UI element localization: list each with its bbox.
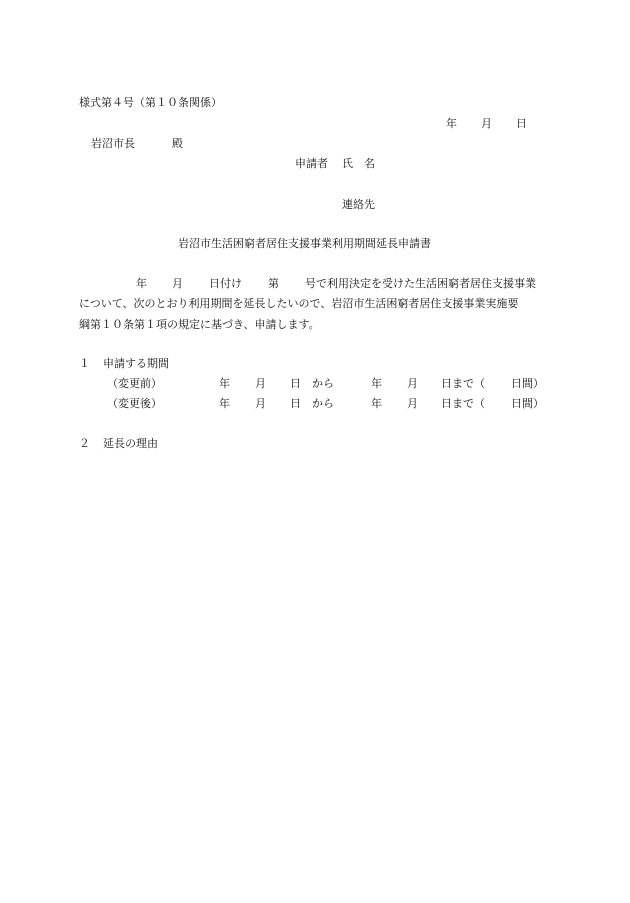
period-month-2: 月 bbox=[407, 377, 418, 390]
period-month-2: 月 bbox=[407, 397, 418, 410]
period-days: 日間） bbox=[511, 377, 544, 390]
date-day: 日 bbox=[516, 117, 527, 130]
section-1-number: １ bbox=[79, 357, 90, 370]
section-2-number: ２ bbox=[79, 437, 90, 450]
period-year-2: 年 bbox=[371, 377, 382, 390]
period-year: 年 bbox=[219, 397, 230, 410]
body-dated: 日付け bbox=[209, 277, 242, 290]
period-label: （変更前） bbox=[107, 377, 162, 390]
recipient: 岩沼市長 bbox=[91, 137, 135, 150]
period-month: 月 bbox=[255, 377, 266, 390]
period-until: 日まで（ bbox=[441, 397, 485, 410]
name-label: 氏 名 bbox=[342, 157, 375, 170]
body-month: 月 bbox=[172, 277, 183, 290]
contact-label: 連絡先 bbox=[342, 198, 375, 211]
period-row-before bbox=[107, 378, 567, 392]
section-1-heading: 申請する期間 bbox=[103, 357, 169, 370]
body-line2: について、次のとおり利用期間を延長したいので、岩沼市生活困窮者居住支援事業実施要 bbox=[79, 297, 519, 310]
body-number-prefix: 第 bbox=[268, 277, 279, 290]
period-days: 日間） bbox=[511, 397, 544, 410]
period-row-after bbox=[107, 398, 567, 412]
period-label: （変更後） bbox=[107, 397, 162, 410]
recipient-honorific: 殿 bbox=[172, 137, 183, 150]
period-month: 月 bbox=[255, 397, 266, 410]
body-line1-rest: 号で利用決定を受けた生活困窮者居住支援事業 bbox=[305, 277, 536, 290]
body-year: 年 bbox=[136, 277, 147, 290]
period-year-2: 年 bbox=[371, 397, 382, 410]
date-year: 年 bbox=[446, 117, 457, 130]
period-day-from: 日 から bbox=[290, 397, 334, 410]
body-line3: 綱第１０条第１項の規定に基づき、申請します。 bbox=[79, 318, 320, 331]
period-until: 日まで（ bbox=[441, 377, 485, 390]
document-title: 岩沼市生活困窮者居住支援事業利用期間延長申請書 bbox=[178, 237, 431, 250]
applicant-label: 申請者 bbox=[295, 157, 328, 170]
period-day-from: 日 から bbox=[290, 377, 334, 390]
section-2-heading: 延長の理由 bbox=[103, 437, 158, 450]
form-number: 様式第４号（第１０条関係） bbox=[79, 96, 222, 109]
date-month: 月 bbox=[481, 117, 492, 130]
period-year: 年 bbox=[219, 377, 230, 390]
